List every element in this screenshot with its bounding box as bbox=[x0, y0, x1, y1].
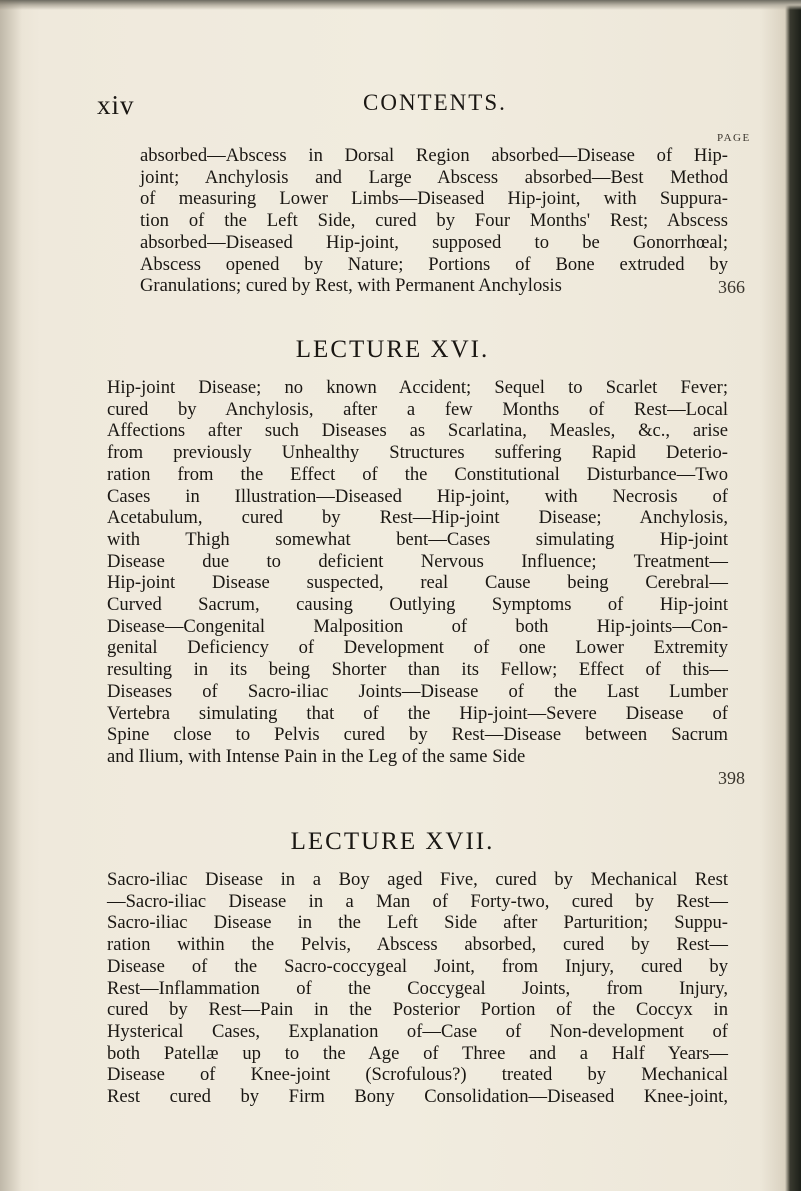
entry-line: Curved Sacrum, causing Outlying Symptoms of Hip-joint bbox=[107, 594, 728, 616]
entry-line: both Patellæ up to the Age of Three and a Half Years— bbox=[107, 1042, 728, 1064]
page-reference: 398 bbox=[718, 768, 745, 788]
entry-line: Hysterical Cases, Explanation of—Case of Non-development of bbox=[107, 1020, 728, 1042]
entry-line: of measuring Lower Limbs—Diseased Hip-joint, with Suppura- bbox=[140, 188, 728, 210]
contents-entry bbox=[107, 377, 728, 768]
entry-line: tion of the Left Side, cured by Four Months' Rest; Abscess bbox=[140, 210, 728, 232]
entry-line: Acetabulum, cured by Rest—Hip-joint Disease; Anchylosis, bbox=[107, 507, 728, 529]
entry-line: cured by Rest—Pain in the Posterior Portion of the Coccyx in bbox=[107, 999, 728, 1021]
entry-line: Rest—Inflammation of the Coccygeal Joints, from Injury, bbox=[107, 977, 728, 999]
binding-shadow bbox=[0, 0, 22, 1191]
entry-line: joint; Anchylosis and Large Abscess absorbed—Best Method bbox=[140, 166, 728, 188]
page-reference: 366 bbox=[718, 277, 745, 297]
entry-line: resulting in its being Shorter than its Fellow; Effect of this— bbox=[107, 659, 728, 681]
entry-line: with Thigh somewhat bent—Cases simulating Hip-joint bbox=[107, 528, 728, 550]
lecture-heading bbox=[0, 336, 801, 364]
entry-line: Hip-joint Disease suspected, real Cause being Cerebral— bbox=[107, 572, 728, 594]
lecture-heading-text: LECTURE XVI. bbox=[295, 336, 490, 363]
entry-line: —Sacro-iliac Disease in a Man of Forty-two, cured by Rest— bbox=[107, 890, 728, 912]
entry-line: Diseases of Sacro-iliac Joints—Disease of the Last Lumber bbox=[107, 680, 728, 702]
contents-entry bbox=[107, 869, 728, 1108]
entry-line: ration from the Effect of the Constitutional Disturbance—Two bbox=[107, 463, 728, 485]
entry-line: Abscess opened by Nature; Portions of Bone extruded by bbox=[140, 253, 728, 275]
entry-line: Disease of Knee-joint (Scrofulous?) treated by Mechanical bbox=[107, 1064, 728, 1086]
entry-line: Hip-joint Disease; no known Accident; Sequel to Scarlet Fever; bbox=[107, 377, 728, 398]
lecture-heading-text: LECTURE XVII. bbox=[290, 828, 495, 855]
entry-line: Affections after such Diseases as Scarlatina, Measles, &c., arise bbox=[107, 420, 728, 442]
contents-entry bbox=[140, 145, 728, 297]
entry-line: Disease—Congenital Malposition of both Hip-joints—Con- bbox=[107, 615, 728, 637]
entry-line: Rest cured by Firm Bony Consolidation—Diseased Knee-joint, bbox=[107, 1086, 728, 1108]
folio-number: xiv bbox=[97, 90, 135, 120]
entry-line: absorbed—Diseased Hip-joint, supposed to be Gonorrhœal; bbox=[140, 231, 728, 253]
page-column-label: PAGE bbox=[717, 132, 751, 144]
entry-line: Sacro-iliac Disease in a Boy aged Five, cured by Mechanical Rest bbox=[107, 869, 728, 890]
page-header bbox=[0, 90, 801, 130]
entry-line: Cases in Illustration—Diseased Hip-joint, with Necrosis of bbox=[107, 485, 728, 507]
running-title: CONTENTS. bbox=[363, 90, 507, 115]
page-top-edge bbox=[0, 0, 801, 10]
lecture-heading bbox=[0, 828, 801, 856]
entry-line: Granulations; cured by Rest, with Permanent Anchylosis bbox=[140, 275, 562, 297]
entry-line: Disease due to deficient Nervous Influence; Treatment— bbox=[107, 550, 728, 572]
entry-line: Vertebra simulating that of the Hip-joint—Severe Disease of bbox=[107, 702, 728, 724]
entry-line: Spine close to Pelvis cured by Rest—Disease between Sacrum bbox=[107, 724, 728, 746]
entry-line: Sacro-iliac Disease in the Left Side after Parturition; Suppu- bbox=[107, 912, 728, 934]
entry-line: and Ilium, with Intense Pain in the Leg of the same Side bbox=[107, 745, 526, 767]
entry-line: ration within the Pelvis, Abscess absorbed, cured by Rest— bbox=[107, 934, 728, 956]
entry-line: absorbed—Abscess in Dorsal Region absorbed—Disease of Hip- bbox=[140, 145, 728, 166]
entry-line: cured by Anchylosis, after a few Months of Rest—Local bbox=[107, 398, 728, 420]
entry-line: genital Deficiency of Development of one Lower Extremity bbox=[107, 637, 728, 659]
entry-line: Disease of the Sacro-coccygeal Joint, from Injury, cured by bbox=[107, 955, 728, 977]
entry-line: from previously Unhealthy Structures suffering Rapid Deterio- bbox=[107, 442, 728, 464]
